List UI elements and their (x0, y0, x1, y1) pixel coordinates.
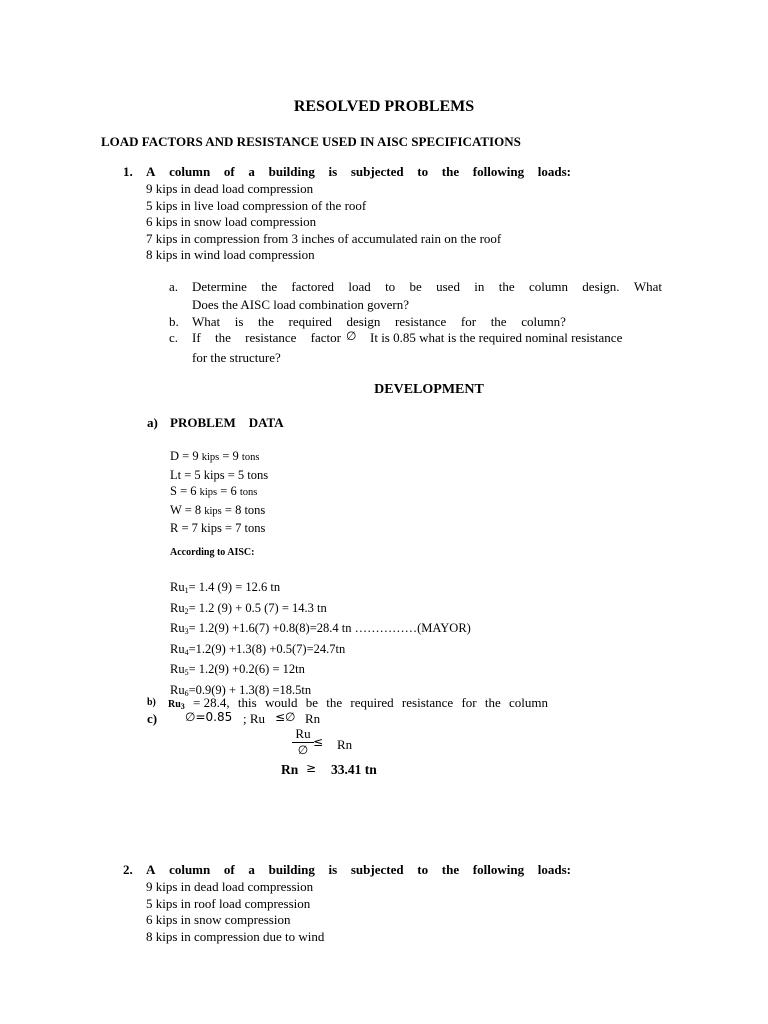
statement-word: to (417, 862, 429, 877)
result-value: 33.41 tn (331, 762, 377, 777)
load-item: 8 kips in compression due to wind (146, 928, 325, 944)
problem-data-item (170, 448, 268, 467)
question-word: the (261, 279, 278, 294)
page-title: RESOLVED PROBLEMS (293, 98, 475, 115)
load-combination (170, 661, 471, 682)
load-item: 9 kips in dead load compression (146, 879, 314, 894)
data-rhs: = 8 tons (221, 502, 266, 517)
fraction-ru-over-phi (292, 726, 314, 757)
question-c-line2: for the structure? (192, 350, 281, 365)
load-combination (170, 620, 471, 641)
ru-separator: ; Ru (243, 711, 266, 726)
combination-expression: = 1.2 (9) + 0.5 (7) = 14.3 tn (188, 600, 327, 615)
load-item: 8 kips in wind load compression (146, 247, 315, 262)
phi-equation: ∅=0.85 (185, 710, 233, 724)
combination-expression: = 1.4 (9) = 12.6 tn (188, 580, 281, 594)
question-word: in (474, 279, 485, 294)
fraction-numerator: Ru (295, 726, 311, 741)
statement-word: the (441, 164, 460, 179)
ru-subscript: 4 (184, 647, 189, 657)
question-word: factor (310, 330, 341, 345)
data-text: R = 7 kips = 7 tons (170, 521, 266, 535)
question-word: to (385, 279, 396, 294)
ru-symbol: Ru (170, 621, 185, 635)
combination-expression: = 1.2(9) +0.2(6) = 12tn (188, 662, 305, 676)
question-b-text (192, 314, 566, 330)
statement-word: building (268, 862, 315, 877)
question-word: design. (582, 279, 620, 294)
ru-subscript: 3 (180, 702, 185, 711)
load-item: 9 kips in dead load compression (146, 181, 314, 196)
problem-data-item (170, 520, 268, 537)
statement-word: a (248, 164, 255, 179)
ru-subscript: 1 (184, 586, 189, 595)
question-word: the (214, 330, 231, 345)
statement-word: A (146, 164, 156, 179)
problem-1-number: 1. (123, 164, 133, 179)
data-text: Lt = 5 kips = 5 tons (170, 467, 269, 482)
question-word: for (460, 314, 477, 329)
phi-symbol: ∅ (346, 329, 357, 343)
section-a-label: a) (147, 415, 158, 430)
statement-word: following (472, 164, 525, 179)
problem-data-item (170, 467, 268, 484)
statement-word: to (417, 164, 429, 179)
question-a-line2: Does the AISC load combination govern? (192, 297, 409, 312)
question-word: What (633, 279, 662, 294)
question-b-label: b. (169, 314, 179, 329)
ru-symbol: Ru (170, 662, 185, 676)
load-item: 6 kips in snow compression (146, 912, 291, 927)
data-unit-small: kips (201, 452, 220, 463)
development-heading: DEVELOPMENT (374, 382, 484, 397)
question-word: What (192, 314, 221, 329)
data-rhs: = 6 (217, 484, 240, 498)
question-word: resistance (395, 314, 447, 329)
data-unit-small: tons (241, 452, 260, 463)
load-item: 7 kips in compression from 3 inches of accumulated rain on the roof (146, 230, 502, 246)
statement-word: required (350, 695, 394, 710)
ru-subscript: 5 (184, 668, 189, 677)
statement-word: following (472, 862, 525, 877)
problem-2-loads (146, 879, 324, 945)
ru-subscript: 6 (184, 688, 189, 698)
problem-data-item (170, 483, 268, 502)
statement-word: the (484, 695, 501, 710)
load-combination (170, 641, 471, 662)
fraction-rn: Rn (337, 737, 353, 752)
question-word: design (346, 314, 381, 329)
question-word: column (528, 279, 568, 294)
load-combination (170, 579, 471, 600)
section-c-label: c) (147, 711, 158, 726)
question-c-rest: It is 0.85 what is the required nominal resistance (370, 330, 623, 345)
question-word: is (234, 314, 244, 329)
data-unit-small: kips (199, 487, 218, 498)
combination-expression: =0.9(9) + 1.3(8) =18.5tn (188, 682, 312, 697)
load-item: 6 kips in snow load compression (146, 214, 317, 229)
question-word: required (288, 314, 332, 329)
question-a-line1 (192, 279, 662, 295)
problem-data-list (170, 448, 268, 537)
statement-word: A (146, 862, 156, 877)
problem-1-loads (146, 181, 501, 264)
question-word: load (348, 279, 371, 294)
statement-word: a (248, 862, 255, 877)
question-c-words (192, 330, 341, 346)
statement-word: loads: (537, 862, 571, 877)
question-word: used (436, 279, 460, 294)
question-a-label: a. (169, 279, 179, 294)
question-word: factored (291, 279, 335, 294)
load-item: 5 kips in roof load compression (146, 895, 311, 911)
section-subtitle: LOAD FACTORS AND RESISTANCE USED IN AISC SPECIFICATIONS (101, 134, 521, 149)
load-combination (170, 600, 471, 621)
data-unit-small: kips (204, 505, 222, 517)
result-rn: Rn (281, 762, 299, 777)
rn-term: Rn (305, 711, 321, 726)
combination-expression: = 1.2(9) +1.6(7) +0.8(8)=28.4 tn (188, 621, 352, 635)
statement-word: the (326, 695, 343, 710)
question-word: the (490, 314, 507, 329)
statement-word: subjected (350, 164, 404, 179)
data-lhs: S = 6 (170, 484, 200, 498)
statement-word: column (509, 695, 548, 710)
ru-symbol: Ru (170, 641, 185, 656)
statement-word: the (441, 862, 460, 877)
combination-expression: =1.2(9) +1.3(8) +0.5(7)=24.7tn (188, 641, 346, 656)
question-word: be (409, 279, 422, 294)
problem-1-statement (146, 164, 571, 180)
question-word: If (192, 330, 201, 345)
statement-word: of (223, 862, 235, 877)
result-geq: ≥ (306, 761, 317, 775)
data-rhs: = 9 (219, 449, 242, 463)
data-unit-small: tons (239, 487, 258, 498)
ru-subscript: 3 (184, 627, 189, 636)
according-label: According to AISC: (170, 547, 255, 558)
statement-word: would (264, 695, 298, 710)
statement-word: is (328, 862, 338, 877)
statement-word: column (169, 862, 211, 877)
statement-word: for (461, 695, 477, 710)
statement-word: is (328, 164, 338, 179)
ru-symbol: Ru (170, 682, 185, 697)
statement-word: resistance (401, 695, 454, 710)
question-word: resistance (245, 330, 297, 345)
data-lhs: W = 8 (170, 502, 205, 517)
section-b-label: b) (147, 697, 156, 708)
statement-word: building (268, 164, 315, 179)
problem-data-item (170, 502, 268, 521)
question-word: the (498, 279, 515, 294)
fraction-leq: ≤ (313, 735, 324, 749)
statement-word: this (237, 695, 257, 710)
question-word: Determine (192, 279, 247, 294)
problem-2-statement (146, 862, 571, 878)
combination-note: ……………(MAYOR) (351, 621, 471, 635)
question-c-label: c. (169, 330, 179, 345)
question-word: column? (521, 314, 566, 329)
statement-word: be (305, 695, 318, 710)
load-item: 5 kips in live load compression of the roof (146, 197, 367, 213)
data-lhs: D = 9 (170, 449, 202, 463)
statement-word: loads: (537, 164, 571, 179)
ru-symbol: Ru (170, 600, 185, 615)
fraction-denominator: ∅ (297, 743, 309, 757)
problem-2-number: 2. (123, 862, 133, 877)
statement-word: of (223, 164, 235, 179)
ru-symbol: Ru (168, 699, 181, 710)
statement-word: = 28.4, (193, 695, 230, 710)
statement-word: subjected (350, 862, 404, 877)
section-a-heading: PROBLEM DATA (170, 415, 284, 430)
combinations-list (170, 579, 471, 702)
question-word: the (258, 314, 274, 329)
ru3-term (168, 694, 185, 712)
ru-symbol: Ru (170, 580, 185, 594)
statement-word: column (169, 164, 211, 179)
ru-subscript: 2 (184, 606, 189, 616)
leq-phi: ≤∅ (275, 710, 296, 724)
